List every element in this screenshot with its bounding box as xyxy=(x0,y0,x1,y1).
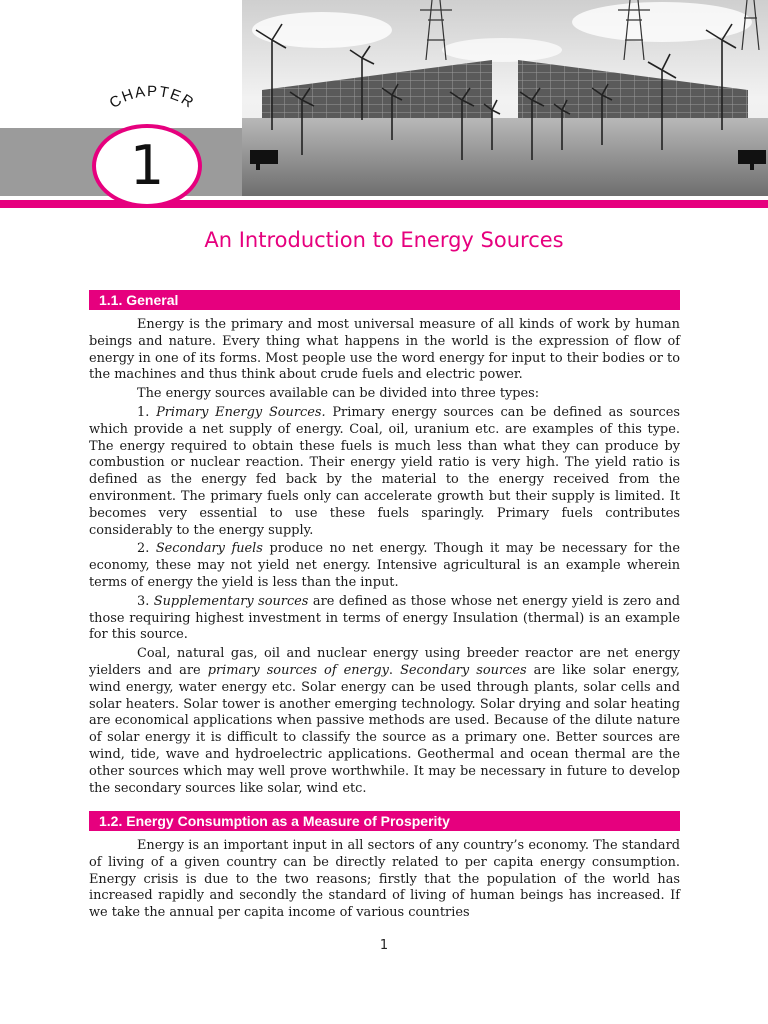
paragraph xyxy=(89,541,680,591)
italic-term: Primary Energy Sources. xyxy=(156,404,326,420)
paragraph xyxy=(89,317,680,384)
text-run: produce no net energy. Though it may be necessary for the economy, these may not yield net energy. Intensive agricultural is an example wherein terms of energy the yield is less than the input. xyxy=(89,541,680,590)
chapter-number-badge xyxy=(92,124,202,208)
italic-term: Secondary fuels xyxy=(155,541,263,557)
section-heading-energy-consumption: 1.2. Energy Consumption as a Measure of Prosperity xyxy=(89,811,680,831)
text-run: The energy sources available can be divided into three types: xyxy=(137,386,540,402)
text-run: Energy is the primary and most universal measure of all kinds of work by human beings and nature. Every thing what happens in the world is the expression of flow of energy in one of its forms. Most people use the word energy for input to their bodies or to the machines and thus think about crude fuels and electric power. xyxy=(89,317,680,383)
wind-solar-farm-image xyxy=(242,0,768,196)
paragraph xyxy=(89,838,680,922)
text-run: . xyxy=(388,662,401,678)
text-run: Coal, natural gas, oil and nuclear energy using breeder reactor are net energy yielders and are xyxy=(89,646,680,678)
chapter-title: An Introduction to Energy Sources xyxy=(204,228,564,252)
svg-text:CHAPTER xyxy=(106,83,197,112)
chapter-word: CHAPTER xyxy=(106,82,198,112)
text-run: Energy is an important input in all sectors of any country’s economy. The standard of living of a given country can be directly related to per capita energy consumption. Energy crisis is due to the two reasons; firstly that the population of the world has increased rapidly and secondly the standard of living of human beings has increased. If we take the annual per capita income of various countries xyxy=(89,838,680,921)
section-body-general xyxy=(89,317,680,799)
paragraph xyxy=(89,594,680,644)
section-heading-general: 1.1. General xyxy=(89,290,680,310)
paragraph xyxy=(89,405,680,539)
text-run: are like solar energy, wind energy, water energy etc. Solar energy can be used through plants, solar cells and solar heaters. Solar tower is another emerging technology. Solar drying and solar heating are economical applications when passive methods are used. Because of the dilute nature of solar energy it is difficult to classify the source as a primary one. Better sources are wind, tide, wave and hydroelectric applications. Geothermal and ocean thermal are the other sources which may well prove worthwhile. It may be necessary in future to develop the secondary sources like solar, wind etc. xyxy=(89,662,681,796)
paragraph xyxy=(89,386,680,403)
text-run: Primary energy sources can be defined as sources which provide a net supply of energy. Coal, oil, uranium etc. are examples of this type. The energy required to obtain these fuels is much less than what they can produce by combustion or nuclear reaction. Their energy yield ratio is very high. The yield ratio is defined as the energy fed back by the material to the energy received from the environment. The primary fuels only can accelerate growth but their supply is limited. It becomes very essential to use these fuels sparingly. Primary fuels contributes considerably to the energy supply. xyxy=(89,404,680,538)
italic-term: Secondary sources xyxy=(400,662,527,678)
italic-term: Supplementary sources xyxy=(153,593,309,609)
text-run: 2. xyxy=(137,541,156,557)
text-run: 1. xyxy=(137,404,157,420)
chapter-header xyxy=(0,0,768,215)
page-number: 1 xyxy=(379,938,389,953)
header-pink-rule xyxy=(0,200,768,208)
text-run: 3. xyxy=(137,593,154,609)
paragraph xyxy=(89,646,680,797)
italic-term: primary sources of energy xyxy=(207,662,389,678)
text-run: are defined as those whose net energy yield is zero and those requiring highest investment in terms of energy Insulation (thermal) is an example for this source. xyxy=(89,593,680,643)
chapter-number: 1 xyxy=(129,134,165,197)
section-body-energy-consumption xyxy=(89,838,680,924)
